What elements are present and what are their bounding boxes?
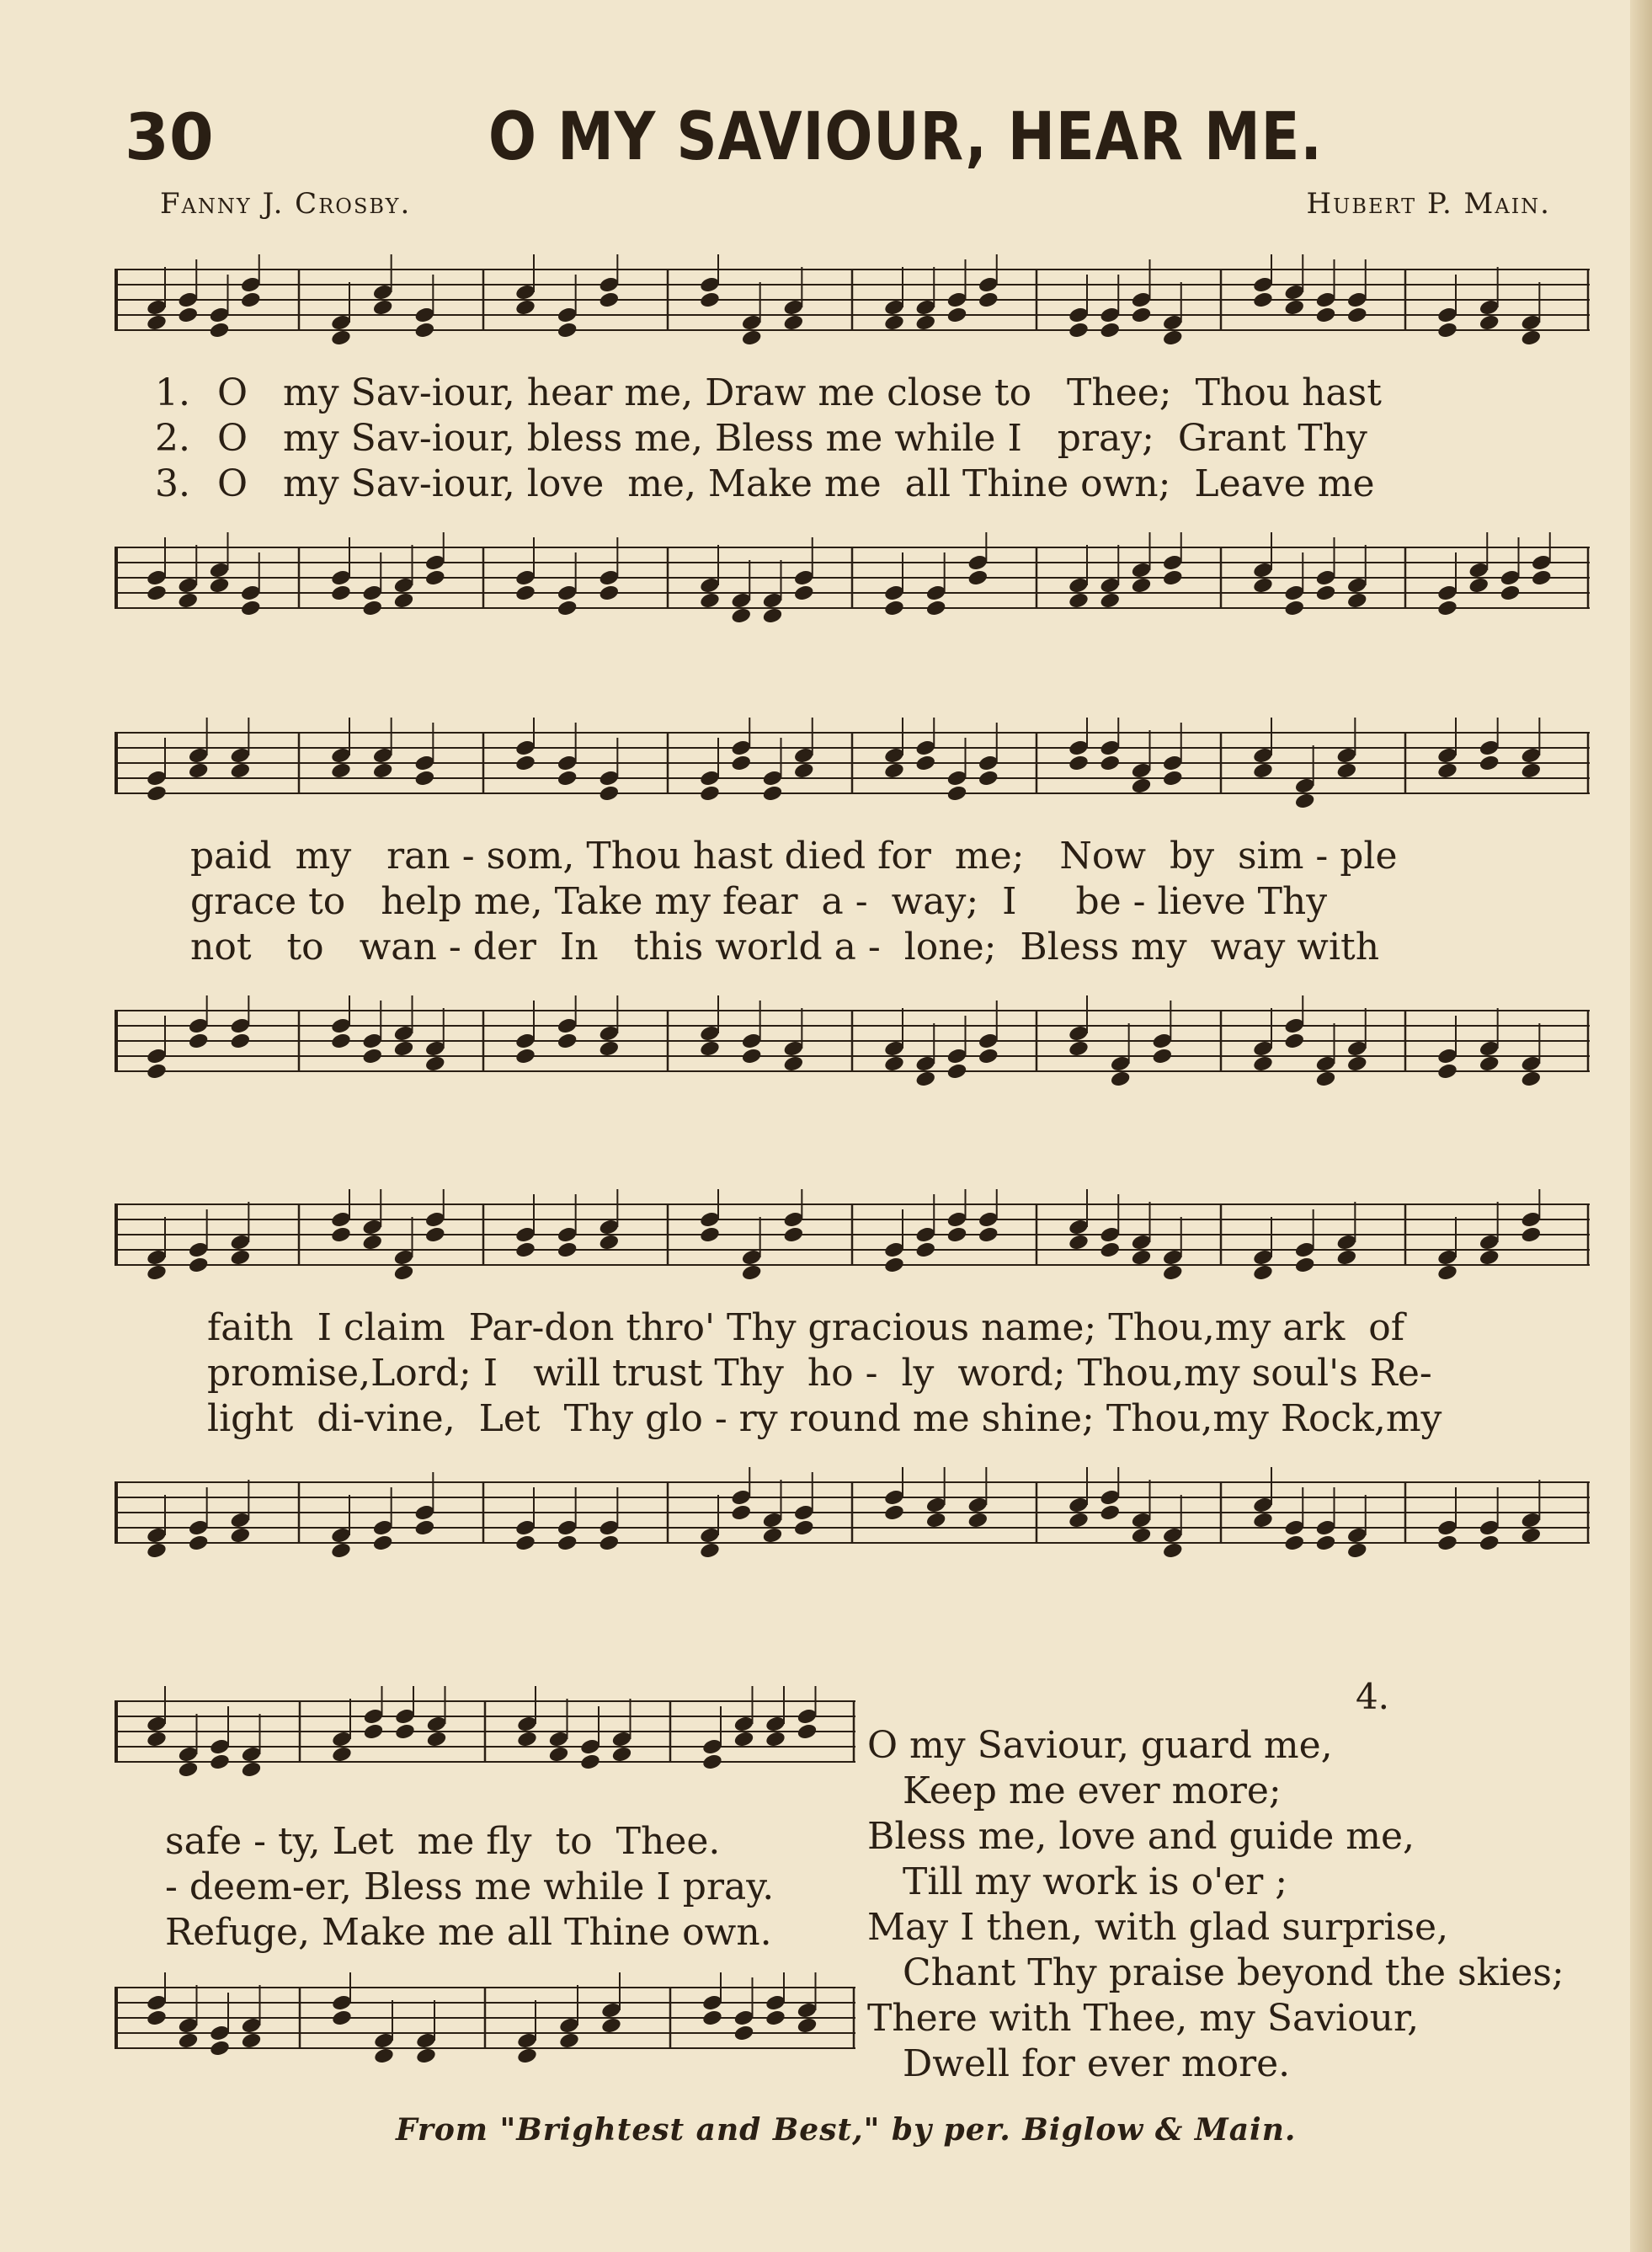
verse-line: paid my ran - som, Thou hast died for me; Now by sim - ple (190, 835, 1398, 878)
note-head (146, 784, 168, 803)
note-head (1162, 1263, 1184, 1282)
note-head (557, 1032, 578, 1050)
note-head (1436, 1534, 1458, 1552)
note-head (393, 1263, 415, 1282)
note-head (229, 1526, 251, 1545)
note-head (883, 1256, 905, 1274)
note-head (372, 1534, 394, 1552)
note-head (363, 1722, 385, 1741)
note-head (372, 761, 394, 780)
note-head (426, 1730, 448, 1748)
note-head (557, 1534, 578, 1552)
note-head (393, 591, 415, 610)
note-head (557, 769, 578, 787)
note-head (1252, 761, 1274, 780)
stanza-number: 4. (1355, 1676, 1390, 1717)
note-head (1252, 291, 1274, 309)
note-head (797, 1722, 818, 1741)
verse-line: promise,Lord; I will trust Thy ho - ly word; Thou,my soul's Re- (207, 1352, 1432, 1395)
note-head (330, 1032, 352, 1050)
verse-line: safe - ty, Let me fly to Thee. (165, 1820, 721, 1863)
note-head (730, 754, 752, 772)
note-head (1346, 1541, 1368, 1560)
note-head (146, 584, 168, 602)
note-head (1346, 1054, 1368, 1073)
hymn-title: O MY SAVIOUR, HEAR ME. (488, 99, 1323, 175)
verse-line: 3. O my Sav-iour, love me, Make me all Thine own; Leave me (155, 462, 1375, 505)
note-head (699, 1225, 721, 1244)
note-head (762, 606, 784, 625)
note-head (967, 1511, 989, 1529)
note-head (331, 1745, 353, 1764)
note-head (1252, 1263, 1274, 1282)
note-head (146, 1541, 168, 1560)
note-head (797, 2016, 818, 2035)
page-number: 30 (125, 99, 214, 174)
note-head (699, 1541, 721, 1560)
note-head (762, 784, 784, 803)
note-head (967, 568, 989, 587)
note-head (730, 1503, 752, 1522)
note-head (1162, 1541, 1184, 1560)
note-head (883, 761, 905, 780)
note-head (1479, 754, 1500, 772)
note-head (765, 1730, 786, 1748)
note-head (514, 1534, 536, 1552)
note-head (914, 1241, 936, 1259)
note-head (1099, 591, 1121, 610)
composer-credit: Hubert P. Main. (1306, 187, 1551, 221)
note-head (558, 2031, 580, 2050)
note-head (1520, 761, 1542, 780)
note-head (883, 313, 905, 332)
note-head (146, 2009, 168, 2027)
note-head (330, 584, 352, 602)
note-head (733, 2024, 755, 2042)
note-head (1479, 313, 1500, 332)
note-head (1315, 306, 1337, 324)
note-head (1068, 321, 1090, 339)
music-system-2 (115, 716, 1590, 1112)
note-head (393, 1039, 415, 1058)
note-head (1335, 1248, 1357, 1267)
note-head (1162, 568, 1184, 587)
verse-line: not to wan - der In this world a - lone; Bless my way with (190, 926, 1380, 969)
note-head (579, 1753, 601, 1771)
note-head (598, 1534, 620, 1552)
note-head (1436, 1062, 1458, 1081)
note-head (424, 568, 446, 587)
note-head (514, 1241, 536, 1259)
note-head (330, 1225, 352, 1244)
note-head (229, 1248, 251, 1267)
note-head (1500, 584, 1521, 602)
note-head (229, 1032, 251, 1050)
note-head (1479, 1054, 1500, 1073)
note-head (1294, 1256, 1316, 1274)
note-head (978, 1225, 999, 1244)
note-head (146, 1730, 168, 1748)
note-head (188, 761, 210, 780)
note-head (1068, 1511, 1090, 1529)
note-head (240, 291, 262, 309)
stanza-4 (867, 1676, 1600, 2087)
note-head (424, 1225, 446, 1244)
note-head (914, 754, 936, 772)
lyricist-credit: Fanny J. Crosby. (160, 187, 412, 221)
note-head (765, 2009, 786, 2027)
note-head (1335, 761, 1357, 780)
note-head (514, 584, 536, 602)
note-head (331, 2009, 353, 2027)
note-head (1315, 1070, 1337, 1088)
note-head (557, 599, 578, 617)
note-head (598, 1039, 620, 1058)
note-head (1436, 321, 1458, 339)
note-head (516, 1730, 538, 1748)
verse-line: - deem-er, Bless me while I pray. (165, 1865, 775, 1908)
note-head (424, 1054, 446, 1073)
note-head (733, 1730, 755, 1748)
note-head (762, 1526, 784, 1545)
note-head (1162, 769, 1184, 787)
note-head (701, 2009, 723, 2027)
note-head (1479, 1534, 1500, 1552)
note-head (1283, 1032, 1305, 1050)
note-head (415, 2047, 437, 2065)
note-head (1520, 1225, 1542, 1244)
note-head (413, 1518, 435, 1537)
note-head (178, 1760, 200, 1779)
note-head (699, 591, 721, 610)
bass-staff-1 (115, 531, 1590, 632)
music-system-3 (115, 1187, 1590, 1583)
note-head (361, 1233, 383, 1251)
note-head (699, 291, 721, 309)
verse-line: Refuge, Make me all Thine own. (165, 1911, 772, 1954)
note-head (209, 1753, 231, 1771)
note-head (730, 606, 752, 625)
note-head (1068, 754, 1090, 772)
note-head (598, 1233, 620, 1251)
note-head (177, 306, 199, 324)
note-head (1479, 1248, 1500, 1267)
music-system-1 (115, 253, 1590, 648)
note-head (1283, 599, 1305, 617)
stanza-line: Dwell for ever more. (903, 2042, 1291, 2085)
verse-block-1 (115, 371, 1382, 507)
note-head (946, 306, 968, 324)
note-head (782, 1225, 804, 1244)
note-head (1436, 761, 1458, 780)
note-head (1068, 591, 1090, 610)
note-head (188, 1256, 210, 1274)
note-head (1520, 328, 1542, 347)
note-head (925, 599, 947, 617)
note-head (741, 1263, 763, 1282)
note-head (557, 1241, 578, 1259)
note-head (178, 2031, 200, 2050)
note-head (914, 313, 936, 332)
note-head (1131, 1526, 1153, 1545)
bass-staff-2 (115, 994, 1590, 1095)
note-head (1436, 599, 1458, 617)
note-head (699, 784, 721, 803)
note-head (978, 291, 999, 309)
note-head (1315, 584, 1337, 602)
note-head (514, 298, 536, 317)
note-head (188, 1534, 210, 1552)
verse-line: grace to help me, Take my fear a - way; I be - lieve Thy (190, 880, 1328, 923)
verse-block-3 (207, 1305, 1442, 1442)
note-head (1346, 306, 1368, 324)
source-credit: From "Brightest and Best," by per. Biglow & Main. (396, 2112, 1297, 2148)
note-head (1315, 1534, 1337, 1552)
note-head (516, 2047, 538, 2065)
bass-staff-4 (115, 1971, 855, 2072)
note-head (209, 321, 231, 339)
note-head (1099, 754, 1121, 772)
note-head (240, 599, 262, 617)
note-head (600, 2016, 622, 2035)
note-head (188, 1032, 210, 1050)
note-head (209, 2039, 231, 2057)
note-head (330, 1541, 352, 1560)
stanza-line: O my Saviour, guard me, (867, 1724, 1333, 1767)
note-head (1068, 1039, 1090, 1058)
page-edge (1630, 0, 1652, 2252)
stanza-line: There with Thee, my Saviour, (867, 1997, 1420, 2040)
note-head (946, 1062, 968, 1081)
treble-staff-4 (115, 1684, 855, 1785)
note-head (394, 1722, 416, 1741)
verse-line: light di-vine, Let Thy glo - ry round me shine; Thou,my Rock,my (207, 1397, 1442, 1440)
note-head (413, 321, 435, 339)
note-head (1520, 1070, 1542, 1088)
note-head (548, 1745, 570, 1764)
verse-line: 1. O my Sav-iour, hear me, Draw me close to Thee; Thou hast (155, 371, 1382, 414)
note-head (209, 576, 231, 595)
note-head (146, 1263, 168, 1282)
note-head (514, 754, 536, 772)
note-head (1294, 792, 1316, 810)
note-head (1283, 298, 1305, 317)
note-head (1131, 1248, 1153, 1267)
treble-staff-2 (115, 716, 1590, 817)
note-head (1162, 328, 1184, 347)
note-head (611, 1745, 633, 1764)
note-head (557, 321, 578, 339)
note-head (782, 313, 804, 332)
stanza-line: Till my work is o'er ; (903, 1860, 1288, 1903)
note-head (782, 1054, 804, 1073)
note-head (946, 784, 968, 803)
treble-staff-1 (115, 253, 1590, 354)
note-head (701, 1753, 723, 1771)
note-head (146, 1062, 168, 1081)
note-head (1531, 568, 1553, 587)
note-head (361, 1047, 383, 1065)
note-head (741, 328, 763, 347)
note-head (241, 1760, 263, 1779)
verse-block-4 (165, 1819, 774, 1956)
note-head (598, 584, 620, 602)
note-head (361, 599, 383, 617)
note-head (883, 599, 905, 617)
stanza-line: May I then, with glad surprise, (867, 1906, 1449, 1949)
note-head (177, 591, 199, 610)
note-head (978, 1047, 999, 1065)
note-head (741, 1047, 763, 1065)
note-head (1099, 321, 1121, 339)
music-system-4 (115, 1684, 855, 2080)
note-head (372, 298, 394, 317)
note-head (1436, 1263, 1458, 1282)
note-head (793, 1518, 815, 1537)
note-head (514, 1047, 536, 1065)
note-head (330, 761, 352, 780)
note-head (914, 1070, 936, 1088)
note-head (1252, 1511, 1274, 1529)
note-head (1520, 1526, 1542, 1545)
note-head (1283, 1534, 1305, 1552)
note-head (229, 761, 251, 780)
note-head (1151, 1047, 1173, 1065)
note-head (883, 1054, 905, 1073)
note-head (793, 761, 815, 780)
note-head (1131, 306, 1153, 324)
treble-staff-3 (115, 1187, 1590, 1289)
note-head (793, 584, 815, 602)
note-head (1252, 1054, 1274, 1073)
note-head (1068, 1233, 1090, 1251)
note-head (598, 291, 620, 309)
note-head (413, 769, 435, 787)
note-head (1131, 576, 1153, 595)
note-head (1346, 591, 1368, 610)
note-head (241, 2031, 263, 2050)
note-head (1099, 1503, 1121, 1522)
note-head (1131, 776, 1153, 795)
stanza-line: Bless me, love and guide me, (867, 1815, 1415, 1858)
note-head (330, 328, 352, 347)
note-head (598, 784, 620, 803)
note-head (699, 1039, 721, 1058)
stanza-line: Keep me ever more; (903, 1769, 1282, 1812)
note-head (373, 2047, 395, 2065)
note-head (925, 1511, 947, 1529)
note-head (1110, 1070, 1132, 1088)
note-head (1099, 1241, 1121, 1259)
note-head (978, 769, 999, 787)
verse-block-2 (190, 834, 1398, 970)
note-head (883, 1503, 905, 1522)
verse-line: 2. O my Sav-iour, bless me, Bless me while I pray; Grant Thy (155, 417, 1367, 460)
bass-staff-3 (115, 1465, 1590, 1566)
note-head (1252, 576, 1274, 595)
verse-line: faith I claim Par-don thro' Thy gracious name; Thou,my ark of (207, 1306, 1404, 1349)
note-head (946, 1225, 968, 1244)
stanza-line: Chant Thy praise beyond the skies; (903, 1951, 1564, 1994)
note-head (1468, 576, 1489, 595)
note-head (146, 313, 168, 332)
